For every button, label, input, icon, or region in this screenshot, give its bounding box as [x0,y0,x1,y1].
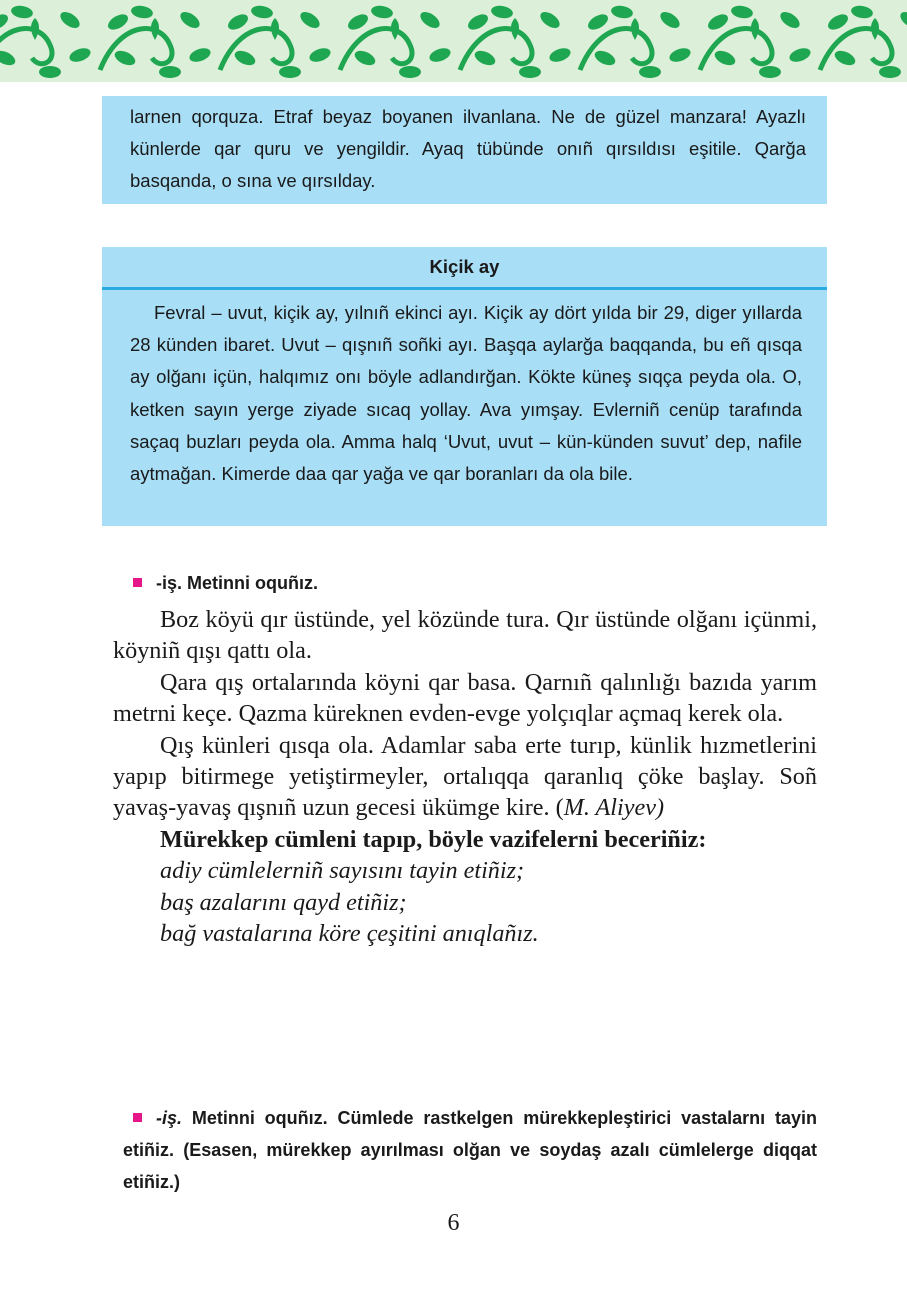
task-heading [133,573,318,594]
text-box-kicik-ay [102,247,827,526]
paragraph-text: Qış künleri qısqa ola. Adamlar saba erte turıp, künlik hızmetlerini yapıp bitirmege yetiştirmeyler, ortalıqqa qaranlıq çöke başlay. Soñ yavaş-yavaş qışnıñ uzun gecesi ükümge kire. ( [113,731,817,822]
paragraph: Boz köyü qır üstünde, yel közünde tura. Qır üstünde olğanı içünmi, köyniñ qışı qattı ola. [113,606,817,665]
author-close: ) [655,794,664,822]
author-name: M. Aliyev [563,794,656,822]
bullet-square-icon [133,1113,142,1122]
task-label: -iş. [156,1108,183,1128]
box-text: larnen qorquza. Etraf beyaz boyanen ilvanlana. Ne de güzel manzara! Ayazlı künlerde qar quru ve yengildir. Ayaq tübünde onıñ qırsıldısı eşitile. Qarğa basqanda, o sına ve qırsılday. [130,106,806,191]
list-item: bağ vastalarına köre çeşitini anıqlañız. [160,920,539,948]
box-text: Fevral – uvut, kiçik ay, yılnıñ ekinci ayı. Kiçik ay dört yılda bir 29, diger yıllarda 28 künden ibaret. Uvut – qışnıñ soñki ayı. Başqa aylarğa baqqanda, bu eñ qısqa ay olğanı içün, halqımız onı böyle adlandırğan. Kökte küneş sıqça peyda ola. O, ketken sayın yerge ziyade sıcaq yollay. Ava yımşay. Evlerniñ cenüp tarafında saçaq buzları peyda ola. Amma halq ‘Uvut, uvut – kün-künden suvut’ dep, nafile aytmağan. Kimerde daa qar yağa ve qar boranları da ola bile. [130,302,802,485]
box-title: Kiçik ay [102,247,827,290]
task-text: Metinni oquñız. Cümlede rastkelgen mürekkepleştirici vastalarnı tayin etiñiz. (Esasen, mürekkep ayırılması olğan ve soydaş azalı cümlelerge diqqat etiñiz.) [123,1108,817,1192]
reading-text [113,604,817,949]
text-box-continuation [102,96,827,204]
list-item: adiy cümlelerniñ sayısını tayin etiñiz; [160,857,525,885]
page-number: 6 [447,1210,460,1236]
leaf-pattern-icon [0,0,907,82]
instruction: Mürekkep cümleni tapıp, böyle vazifelerni beceriñiz: [160,825,707,853]
task-heading [123,1102,817,1198]
task-label: -iş. Metinni oquñız. [156,573,318,593]
list-item: baş azalarını qayd etiñiz; [160,888,407,916]
paragraph [113,730,817,824]
paragraph: Qara qış ortalarında köyni qar basa. Qarnıñ qalınlığı bazıda yarım metrni keçe. Qazma küreknen evden-evge yolçıqlar açmaq kerek ola. [113,668,817,728]
decorative-ornament-border [0,0,907,82]
bullet-square-icon [133,578,142,587]
